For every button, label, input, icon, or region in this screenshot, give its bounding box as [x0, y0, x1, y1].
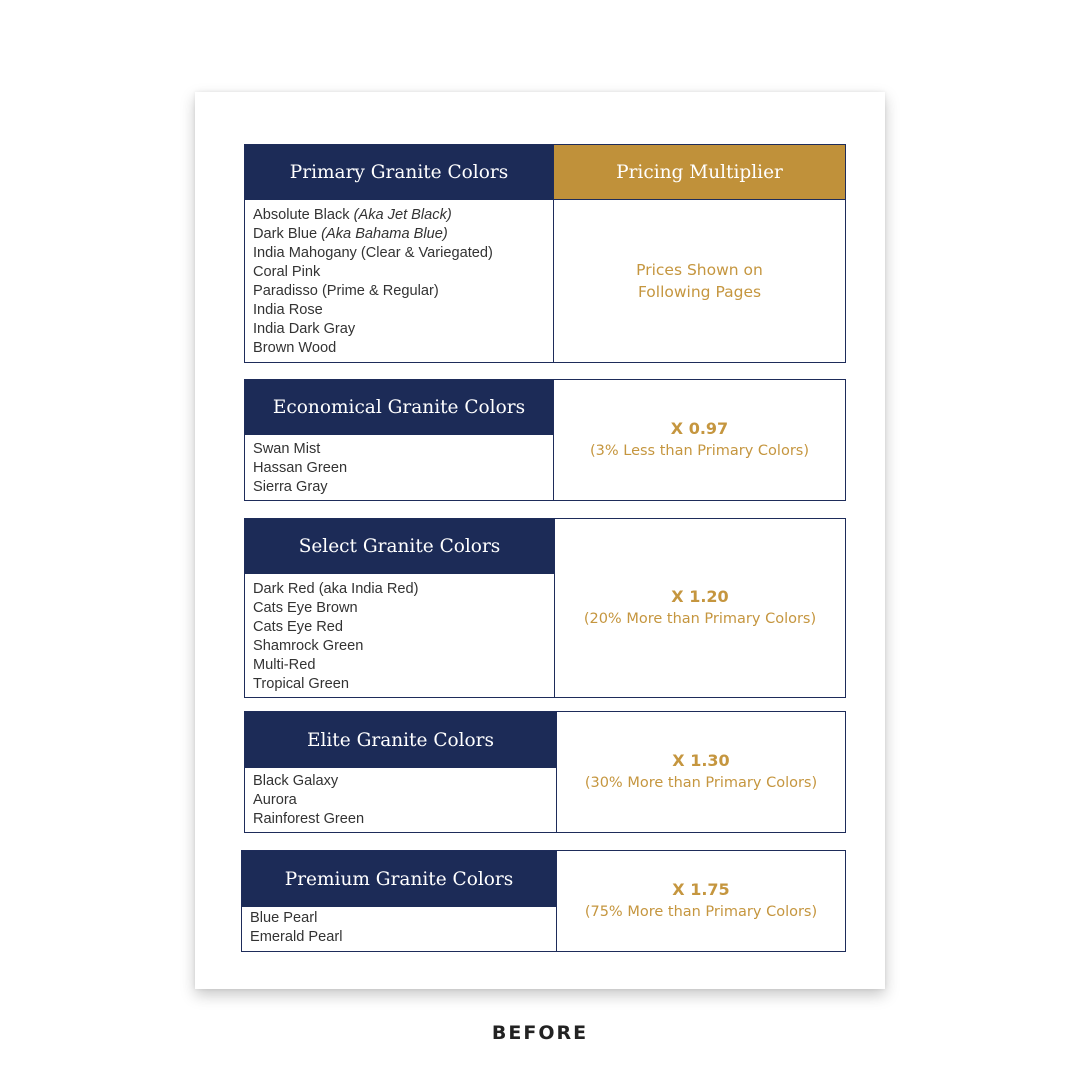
primary-prices-note: Prices Shown on Following Pages — [636, 261, 763, 301]
multiplier-value: X 1.30 — [672, 751, 730, 770]
elite-colors-header: Elite Granite Colors — [245, 712, 556, 768]
list-item: Coral Pink — [253, 264, 321, 280]
elite-colors-list — [253, 772, 552, 829]
elite-colors-block — [244, 711, 846, 833]
primary-colors-column — [245, 145, 554, 362]
list-item: Black Galaxy — [253, 773, 339, 789]
economical-colors-list — [253, 440, 549, 497]
list-item: Aurora — [253, 792, 297, 808]
before-caption: BEFORE — [491, 1022, 589, 1044]
primary-colors-header: Primary Granite Colors — [245, 145, 553, 200]
list-item: Emerald Pearl — [250, 929, 343, 945]
list-item: Brown Wood — [253, 340, 337, 356]
elite-multiplier — [557, 712, 845, 832]
list-item: Sierra Gray — [253, 479, 328, 495]
primary-colors-block — [244, 144, 846, 363]
list-item: India Mahogany (Clear & Variegated) — [253, 245, 493, 261]
list-item: Cats Eye Brown — [253, 600, 358, 616]
select-colors-list — [253, 580, 550, 694]
select-multiplier — [555, 519, 845, 697]
premium-colors-column — [242, 851, 557, 951]
economical-multiplier — [554, 380, 845, 500]
list-item: Absolute Black (Aka Jet Black) — [253, 207, 452, 223]
list-item: India Rose — [253, 302, 323, 318]
economical-colors-column — [245, 380, 554, 500]
document-page — [195, 92, 885, 989]
primary-colors-list — [253, 206, 549, 358]
list-item: Paradisso (Prime & Regular) — [253, 283, 439, 299]
premium-colors-block — [241, 850, 846, 952]
list-item: Cats Eye Red — [253, 619, 344, 635]
premium-colors-list — [250, 909, 552, 947]
list-item: Multi-Red — [253, 657, 316, 673]
list-item: Dark Blue (Aka Bahama Blue) — [253, 226, 448, 242]
list-item: India Dark Gray — [253, 321, 356, 337]
select-colors-header: Select Granite Colors — [245, 519, 554, 574]
multiplier-value: X 1.75 — [672, 880, 730, 899]
economical-colors-block — [244, 379, 846, 501]
list-item: Dark Red (aka India Red) — [253, 581, 419, 597]
multiplier-note: (75% More than Primary Colors) — [584, 904, 818, 920]
list-item: Blue Pearl — [250, 910, 318, 926]
list-item: Tropical Green — [253, 676, 349, 692]
list-item: Hassan Green — [253, 460, 348, 476]
multiplier-note: (3% Less than Primary Colors) — [589, 443, 809, 459]
multiplier-value: X 0.97 — [670, 419, 729, 438]
list-item: Shamrock Green — [253, 638, 364, 654]
pricing-multiplier-column — [554, 145, 845, 362]
elite-colors-column — [245, 712, 557, 832]
economical-colors-header: Economical Granite Colors — [245, 380, 553, 435]
list-item: Rainforest Green — [253, 811, 365, 827]
multiplier-value: X 1.20 — [671, 587, 729, 606]
multiplier-note: (20% More than Primary Colors) — [583, 611, 817, 627]
list-item: Swan Mist — [253, 441, 321, 457]
multiplier-note: (30% More than Primary Colors) — [584, 775, 818, 791]
select-colors-column — [245, 519, 555, 697]
select-colors-block — [244, 518, 846, 698]
premium-colors-header: Premium Granite Colors — [242, 851, 556, 907]
premium-multiplier — [557, 851, 845, 951]
pricing-multiplier-header: Pricing Multiplier — [554, 145, 845, 200]
